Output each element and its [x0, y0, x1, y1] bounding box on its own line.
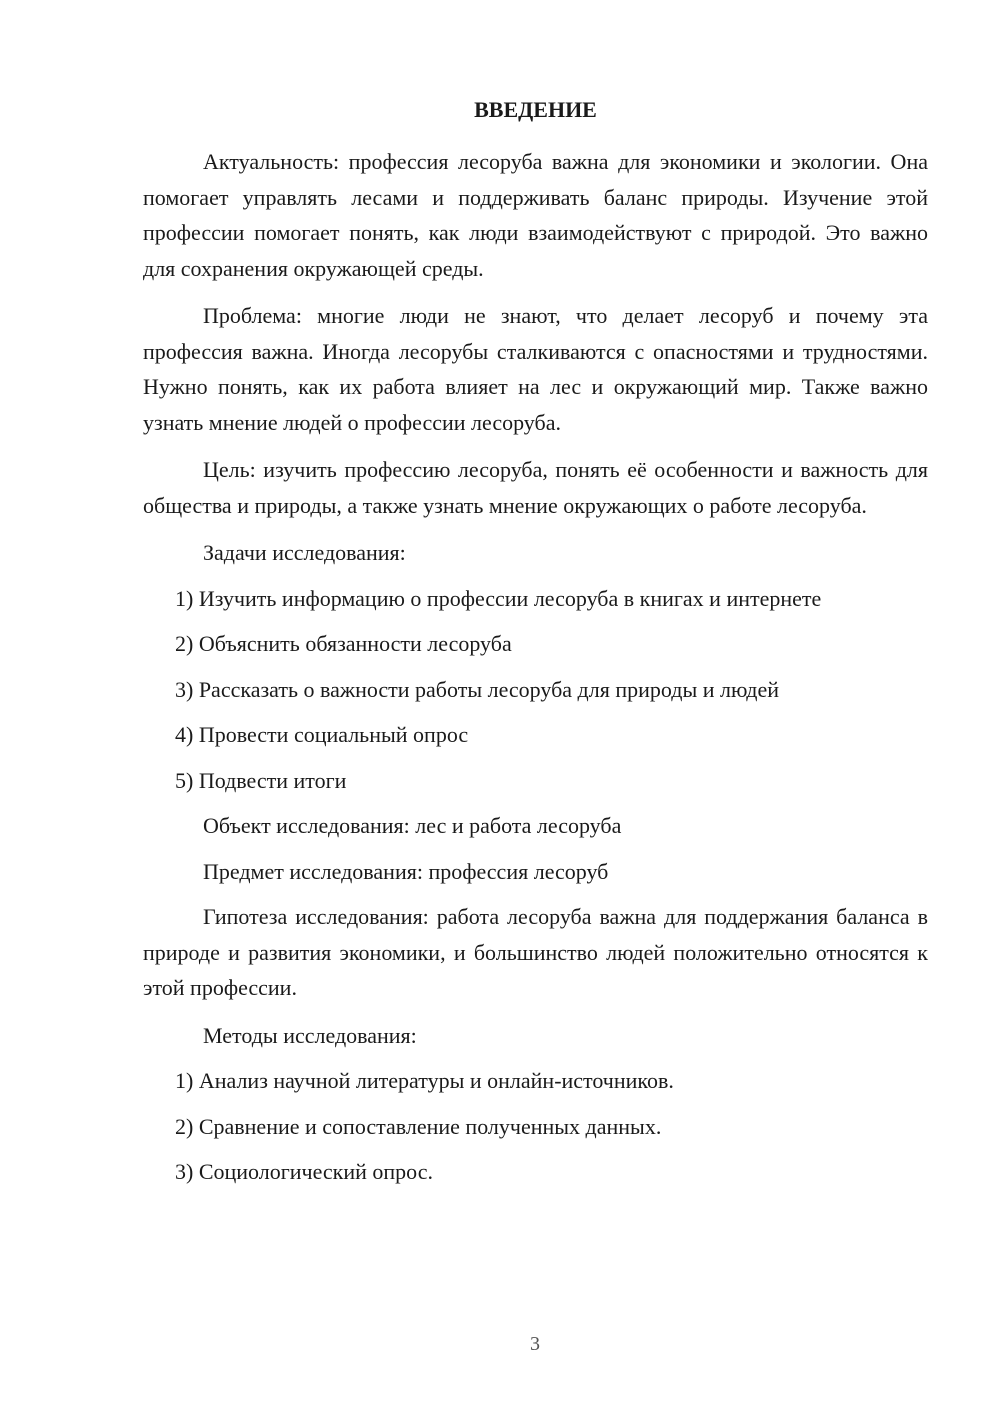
task-item: 3) Рассказать о важности работы лесоруба для природы и людей [175, 676, 780, 702]
tasks-label: Задачи исследования: [203, 540, 406, 565]
task-item: 1) Изучить информацию о профессии лесоруба в книгах и интернете [175, 585, 822, 611]
relevance-paragraph: Актуальность: профессия лесоруба важна для экономики и экологии. Она помогает управлять лесами и поддерживать баланс природы. Изучение этой профессии помогает понять, как люди взаимодействуют с природой. Это важно для сохранения окружающей среды. [143, 149, 928, 281]
methods-label: Методы исследования: [203, 1022, 417, 1048]
goal-paragraph: Цель: изучить профессию лесоруба, понять её особенности и важность для общества и природы, а также узнать мнение окружающих о работе лесоруба. [143, 457, 928, 518]
subject-line: Предмет исследования: профессия лесоруб [203, 858, 609, 884]
document-page [143, 92, 928, 1200]
methods-list [143, 1063, 928, 1190]
task-item: 5) Подвести итоги [175, 767, 347, 793]
object-line: Объект исследования: лес и работа лесоруба [203, 813, 622, 838]
task-item: 2) Объяснить обязанности лесоруба [175, 631, 512, 656]
section-heading: ВВЕДЕНИЕ [474, 97, 597, 122]
method-item: 2) Сравнение и сопоставление полученных данных. [175, 1113, 662, 1139]
method-item: 3) Социологический опрос. [175, 1159, 433, 1184]
hypothesis-paragraph: Гипотеза исследования: работа лесоруба важна для поддержания баланса в природе и развития экономики, и большинство людей положительно относятся к этой профессии. [143, 904, 928, 1000]
method-item: 1) Анализ научной литературы и онлайн-источников. [175, 1068, 674, 1093]
tasks-list [143, 581, 928, 799]
page-number: 3 [530, 1333, 540, 1355]
task-item: 4) Провести социальный опрос [175, 722, 469, 747]
problem-paragraph: Проблема: многие люди не знают, что делает лесоруб и почему эта профессия важна. Иногда лесорубы сталкиваются с опасностями и трудностями. Нужно понять, как их работа влияет на лес и окружающий мир. Также важно узнать мнение людей о профессии лесоруба. [143, 303, 928, 435]
